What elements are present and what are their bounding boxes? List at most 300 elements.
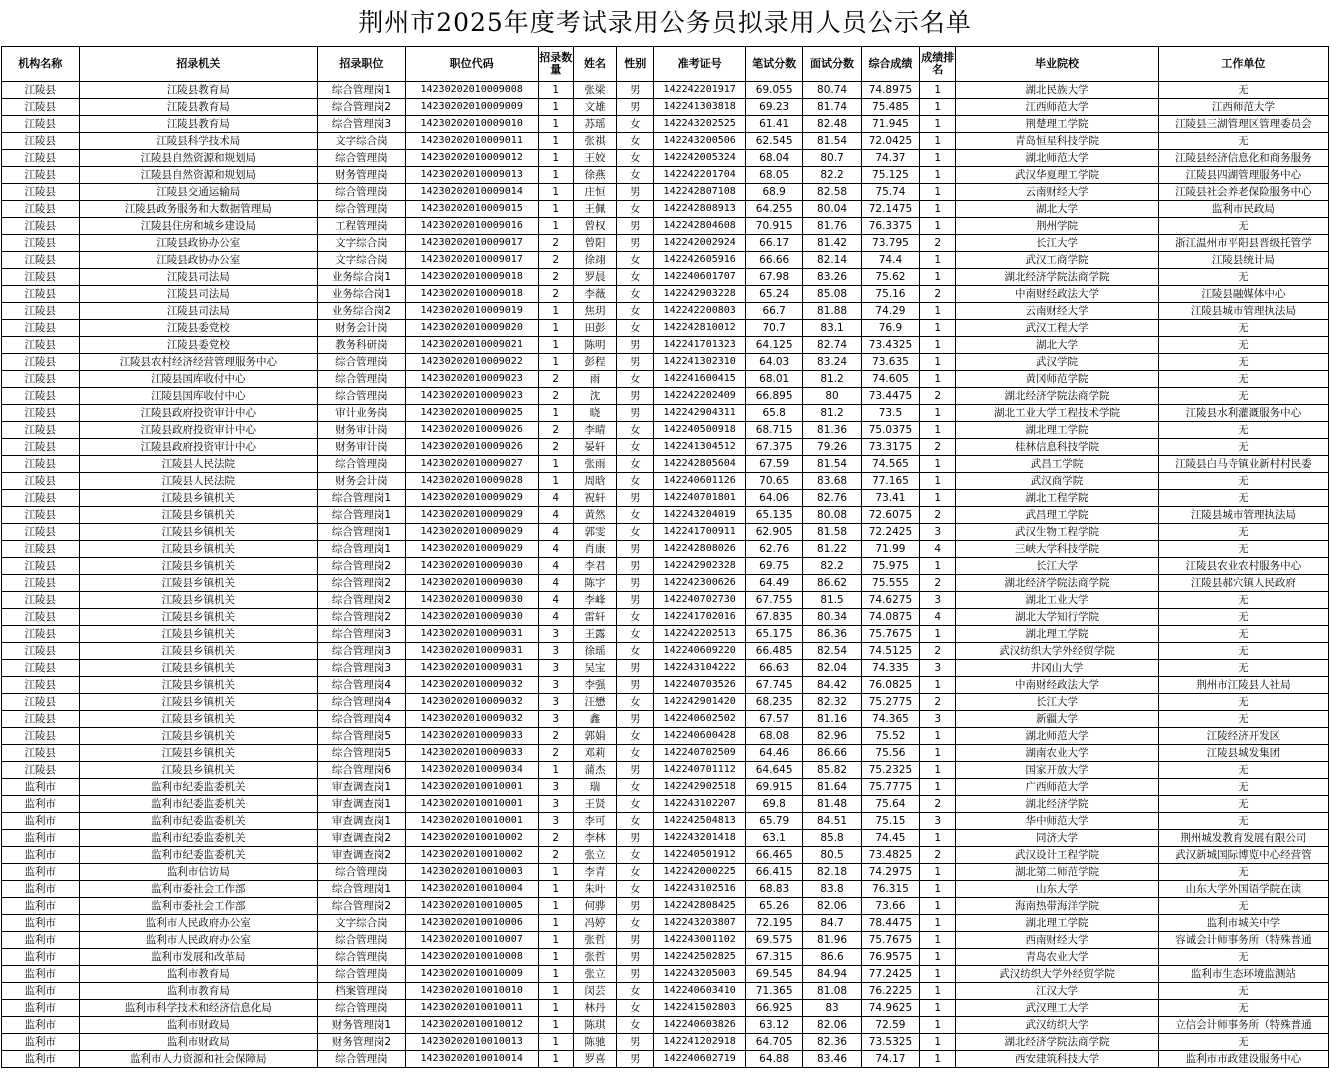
table-cell: 女 xyxy=(617,269,654,286)
table-cell: 14230202010009008 xyxy=(405,82,538,99)
table-cell: 1 xyxy=(538,354,573,371)
table-cell: 142242804608 xyxy=(654,218,746,235)
table-cell: 83.24 xyxy=(803,354,861,371)
table-cell: 1 xyxy=(920,728,956,745)
table-cell: 1 xyxy=(538,456,573,473)
table-cell: 2 xyxy=(538,439,573,456)
table-cell: 江陵县人民法院 xyxy=(79,456,318,473)
table-cell: 江陵县 xyxy=(2,269,80,286)
table-cell: 142243203807 xyxy=(654,915,746,932)
table-cell: 女 xyxy=(617,847,654,864)
table-cell: 142241701323 xyxy=(654,337,746,354)
header-cell: 招录机关 xyxy=(79,47,318,82)
table-cell: 综合管理岗5 xyxy=(318,728,406,745)
table-cell: 86.66 xyxy=(803,745,861,762)
table-cell: 1 xyxy=(920,558,956,575)
table-cell: 84.7 xyxy=(803,915,861,932)
table-cell: 女 xyxy=(617,456,654,473)
table-cell: 1 xyxy=(920,405,956,422)
table-cell: 监利市纪委监委机关 xyxy=(79,779,318,796)
table-cell: 江西师范大学 xyxy=(1158,99,1328,116)
table-cell: 文字综合岗 xyxy=(318,235,406,252)
table-cell: 苏瑶 xyxy=(573,116,616,133)
table-cell: 62.905 xyxy=(745,524,802,541)
table-cell: 王贤 xyxy=(573,796,616,813)
table-cell: 14230202010009017 xyxy=(405,252,538,269)
table-cell: 68.9 xyxy=(745,184,802,201)
table-cell: 14230202010010001 xyxy=(405,813,538,830)
table-cell: 江陵县 xyxy=(2,439,80,456)
table-cell: 142243001102 xyxy=(654,932,746,949)
table-cell: 1 xyxy=(920,184,956,201)
table-row xyxy=(2,915,1329,932)
table-cell: 综合管理岗 xyxy=(318,456,406,473)
table-cell: 75.64 xyxy=(861,796,919,813)
table-cell: 综合管理岗3 xyxy=(318,626,406,643)
table-cell: 王露 xyxy=(573,626,616,643)
table-cell: 66.17 xyxy=(745,235,802,252)
table-cell: 综合管理岗2 xyxy=(318,898,406,915)
table-cell: 男 xyxy=(617,558,654,575)
table-cell: 湖北民族大学 xyxy=(956,82,1158,99)
table-cell: 江陵县政务服务和大数据管理局 xyxy=(79,201,318,218)
table-cell: 67.835 xyxy=(745,609,802,626)
table-cell: 江陵县 xyxy=(2,150,80,167)
table-cell: 女 xyxy=(617,881,654,898)
table-cell: 江陵县乡镇机关 xyxy=(79,541,318,558)
table-cell: 江陵县政府投资审计中心 xyxy=(79,439,318,456)
table-row xyxy=(2,320,1329,337)
table-cell: 76.0825 xyxy=(861,677,919,694)
table-cell: 1 xyxy=(538,966,573,983)
table-row xyxy=(2,439,1329,456)
table-cell: 80.7 xyxy=(803,150,861,167)
table-cell: 81.54 xyxy=(803,133,861,150)
table-cell: 14230202010009018 xyxy=(405,269,538,286)
table-cell: 1 xyxy=(920,218,956,235)
table-cell: 65.8 xyxy=(745,405,802,422)
table-cell: 江陵县乡镇机关 xyxy=(79,626,318,643)
table-cell: 68.01 xyxy=(745,371,802,388)
table-cell: 江陵县 xyxy=(2,218,80,235)
table-cell: 综合管理岗2 xyxy=(318,609,406,626)
table-cell: 王姣 xyxy=(573,150,616,167)
table-cell: 江陵县 xyxy=(2,762,80,779)
table-cell: 湖北大学 xyxy=(956,201,1158,218)
table-cell: 74.565 xyxy=(861,456,919,473)
table-row xyxy=(2,371,1329,388)
table-cell: 78.4475 xyxy=(861,915,919,932)
table-cell: 75.0375 xyxy=(861,422,919,439)
table-cell: 江陵县乡镇机关 xyxy=(79,575,318,592)
table-cell: 中南财经政法大学 xyxy=(956,677,1158,694)
table-cell: 84.94 xyxy=(803,966,861,983)
table-cell: 68.235 xyxy=(745,694,802,711)
table-cell: 湖北经济学院法商学院 xyxy=(956,388,1158,405)
table-cell: 监利市财政局 xyxy=(79,1034,318,1051)
table-cell: 监利市教育局 xyxy=(79,966,318,983)
table-cell: 无 xyxy=(1158,439,1328,456)
table-cell: 1 xyxy=(538,133,573,150)
table-cell: 冯婷 xyxy=(573,915,616,932)
table-cell: 3 xyxy=(538,694,573,711)
table-cell: 65.175 xyxy=(745,626,802,643)
table-cell: 男 xyxy=(617,932,654,949)
table-cell: 142241202918 xyxy=(654,1034,746,1051)
table-cell: 82.04 xyxy=(803,660,861,677)
table-cell: 江陵县社会养老保险服务中心 xyxy=(1158,184,1328,201)
table-cell: 综合管理岗1 xyxy=(318,541,406,558)
table-cell: 综合管理岗 xyxy=(318,371,406,388)
table-cell: 2 xyxy=(920,643,956,660)
table-cell: 80.34 xyxy=(803,609,861,626)
table-cell: 64.125 xyxy=(745,337,802,354)
table-cell: 江陵县司法局 xyxy=(79,269,318,286)
table-row xyxy=(2,354,1329,371)
table-cell: 2 xyxy=(538,422,573,439)
table-cell: 江陵县教育局 xyxy=(79,99,318,116)
table-cell: 女 xyxy=(617,643,654,660)
table-row xyxy=(2,99,1329,116)
table-row xyxy=(2,881,1329,898)
table-cell: 女 xyxy=(617,473,654,490)
table-cell: 142240701801 xyxy=(654,490,746,507)
table-cell: 142243205003 xyxy=(654,966,746,983)
table-cell: 无 xyxy=(1158,269,1328,286)
table-cell: 75.74 xyxy=(861,184,919,201)
table-row xyxy=(2,813,1329,830)
table-cell: 142240600428 xyxy=(654,728,746,745)
table-cell: 江陵县 xyxy=(2,711,80,728)
table-cell: 64.46 xyxy=(745,745,802,762)
table-cell: 65.24 xyxy=(745,286,802,303)
table-cell: 监利市市政建设服务中心 xyxy=(1158,1051,1328,1068)
table-cell: 1 xyxy=(538,82,573,99)
table-cell: 综合管理岗2 xyxy=(318,558,406,575)
table-cell: 83 xyxy=(803,1000,861,1017)
table-cell: 1 xyxy=(920,133,956,150)
table-row xyxy=(2,269,1329,286)
table-cell: 监利市 xyxy=(2,949,80,966)
table-cell: 江陵县 xyxy=(2,354,80,371)
table-cell: 14230202010010005 xyxy=(405,898,538,915)
table-cell: 85.82 xyxy=(803,762,861,779)
table-cell: 142242002924 xyxy=(654,235,746,252)
table-cell: 74.2975 xyxy=(861,864,919,881)
table-cell: 81.08 xyxy=(803,983,861,1000)
table-cell: 江陵县乡镇机关 xyxy=(79,711,318,728)
table-cell: 张祺 xyxy=(573,133,616,150)
table-cell: 1 xyxy=(538,116,573,133)
table-cell: 中南财经政法大学 xyxy=(956,286,1158,303)
table-row xyxy=(2,218,1329,235)
table-cell: 女 xyxy=(617,252,654,269)
table-cell: 3 xyxy=(920,711,956,728)
table-cell: 监利市 xyxy=(2,983,80,1000)
table-cell: 4 xyxy=(538,524,573,541)
table-cell: 女 xyxy=(617,1017,654,1034)
table-cell: 武汉新城国际博览中心经营管 xyxy=(1158,847,1328,864)
table-cell: 江陵县郝穴镇人民政府 xyxy=(1158,575,1328,592)
table-cell: 综合管理岗4 xyxy=(318,694,406,711)
table-cell: 女 xyxy=(617,694,654,711)
table-cell: 雨 xyxy=(573,371,616,388)
table-cell: 68.715 xyxy=(745,422,802,439)
table-cell: 1 xyxy=(920,269,956,286)
table-cell: 14230202010009016 xyxy=(405,218,538,235)
table-row xyxy=(2,830,1329,847)
table-cell: 14230202010010001 xyxy=(405,796,538,813)
table-cell: 综合管理岗1 xyxy=(318,490,406,507)
table-cell: 晓 xyxy=(573,405,616,422)
table-cell: 江陵县 xyxy=(2,507,80,524)
table-cell: 67.57 xyxy=(745,711,802,728)
table-cell: 70.7 xyxy=(745,320,802,337)
table-cell: 73.635 xyxy=(861,354,919,371)
table-cell: 3 xyxy=(920,524,956,541)
table-cell: 77.165 xyxy=(861,473,919,490)
table-cell: 无 xyxy=(1158,762,1328,779)
table-cell: 1 xyxy=(920,1034,956,1051)
table-cell: 75.975 xyxy=(861,558,919,575)
table-cell: 武汉华夏理工学院 xyxy=(956,167,1158,184)
table-cell: 女 xyxy=(617,320,654,337)
table-row xyxy=(2,626,1329,643)
table-cell: 142242200803 xyxy=(654,303,746,320)
table-cell: 无 xyxy=(1158,609,1328,626)
table-cell: 江陵县教育局 xyxy=(79,116,318,133)
table-cell: 湖北大学知行学院 xyxy=(956,609,1158,626)
table-cell: 山东大学外国语学院在读 xyxy=(1158,881,1328,898)
table-cell: 1 xyxy=(920,762,956,779)
table-cell: 85.8 xyxy=(803,830,861,847)
table-cell: 综合管理岗6 xyxy=(318,762,406,779)
table-cell: 汪懋 xyxy=(573,694,616,711)
table-row xyxy=(2,405,1329,422)
table-cell: 江陵县 xyxy=(2,167,80,184)
table-cell: 14230202010009023 xyxy=(405,371,538,388)
header-cell: 准考证号 xyxy=(654,47,746,82)
table-cell: 82.76 xyxy=(803,490,861,507)
table-cell: 男 xyxy=(617,949,654,966)
table-cell: 江陵县自然资源和规划局 xyxy=(79,167,318,184)
header-cell: 职位代码 xyxy=(405,47,538,82)
table-cell: 武昌理工学院 xyxy=(956,507,1158,524)
table-cell: 财务管理岗1 xyxy=(318,1017,406,1034)
table-cell: 69.545 xyxy=(745,966,802,983)
table-cell: 66.63 xyxy=(745,660,802,677)
table-cell: 综合管理岗2 xyxy=(318,99,406,116)
table-row xyxy=(2,82,1329,99)
table-cell: 142242805604 xyxy=(654,456,746,473)
table-cell: 142241304512 xyxy=(654,439,746,456)
table-cell: 2 xyxy=(920,388,956,405)
table-cell: 女 xyxy=(617,524,654,541)
table-row xyxy=(2,507,1329,524)
table-cell: 72.6075 xyxy=(861,507,919,524)
table-cell: 14230202010010013 xyxy=(405,1034,538,1051)
table-cell: 综合管理岗 xyxy=(318,354,406,371)
table-cell: 云南财经大学 xyxy=(956,184,1158,201)
table-cell: 男 xyxy=(617,966,654,983)
table-cell: 14230202010009027 xyxy=(405,456,538,473)
table-cell: 75.125 xyxy=(861,167,919,184)
table-cell: 81.5 xyxy=(803,592,861,609)
table-cell: 江陵县水利灌溉服务中心 xyxy=(1158,405,1328,422)
table-cell: 66.7 xyxy=(745,303,802,320)
table-cell: 4 xyxy=(538,541,573,558)
table-cell: 81.48 xyxy=(803,796,861,813)
table-cell: 81.22 xyxy=(803,541,861,558)
table-cell: 江陵县乡镇机关 xyxy=(79,745,318,762)
table-row xyxy=(2,201,1329,218)
table-cell: 80.74 xyxy=(803,82,861,99)
table-cell: 2 xyxy=(538,371,573,388)
table-cell: 江陵县政协办公室 xyxy=(79,235,318,252)
table-cell: 李林 xyxy=(573,830,616,847)
table-cell: 综合管理岗 xyxy=(318,201,406,218)
table-cell: 江陵县 xyxy=(2,609,80,626)
table-cell: 财务审计岗 xyxy=(318,439,406,456)
table-cell: 江陵县科学技术局 xyxy=(79,133,318,150)
table-cell: 1 xyxy=(920,1000,956,1017)
table-cell: 86.6 xyxy=(803,949,861,966)
table-cell: 14230202010009026 xyxy=(405,439,538,456)
table-cell: 男 xyxy=(617,354,654,371)
table-cell: 81.58 xyxy=(803,524,861,541)
table-cell: 1 xyxy=(920,473,956,490)
table-cell: 1 xyxy=(920,201,956,218)
table-cell: 无 xyxy=(1158,694,1328,711)
table-cell: 142242904311 xyxy=(654,405,746,422)
table-cell: 综合管理岗3 xyxy=(318,660,406,677)
table-cell: 2 xyxy=(920,694,956,711)
table-cell: 江陵县 xyxy=(2,99,80,116)
table-cell: 1 xyxy=(538,99,573,116)
table-cell: 1 xyxy=(538,201,573,218)
table-row xyxy=(2,388,1329,405)
table-cell: 142242808913 xyxy=(654,201,746,218)
table-cell: 罗喜 xyxy=(573,1051,616,1068)
table-cell: 闵芸 xyxy=(573,983,616,1000)
table-cell: 67.755 xyxy=(745,592,802,609)
table-cell: 长江大学 xyxy=(956,694,1158,711)
table-cell: 财务管理岗 xyxy=(318,167,406,184)
table-row xyxy=(2,864,1329,881)
header-cell: 毕业院校 xyxy=(956,47,1158,82)
table-cell: 综合管理岗 xyxy=(318,1000,406,1017)
table-cell: 73.795 xyxy=(861,235,919,252)
table-cell: 1 xyxy=(920,932,956,949)
table-cell: 14230202010010002 xyxy=(405,830,538,847)
table-cell: 海南热带海洋学院 xyxy=(956,898,1158,915)
table-cell: 82.2 xyxy=(803,167,861,184)
table-cell: 综合管理岗4 xyxy=(318,677,406,694)
table-cell: 李强 xyxy=(573,677,616,694)
table-cell: 无 xyxy=(1158,388,1328,405)
table-cell: 监利市 xyxy=(2,898,80,915)
table-cell: 江陵县 xyxy=(2,745,80,762)
table-cell: 无 xyxy=(1158,1000,1328,1017)
table-cell: 69.23 xyxy=(745,99,802,116)
table-cell: 80.04 xyxy=(803,201,861,218)
table-cell: 2 xyxy=(920,575,956,592)
table-cell: 142243204019 xyxy=(654,507,746,524)
table-cell: 81.42 xyxy=(803,235,861,252)
table-cell: 1 xyxy=(538,303,573,320)
header-cell: 机构名称 xyxy=(2,47,80,82)
table-cell: 14230202010009028 xyxy=(405,473,538,490)
table-cell: 142242202409 xyxy=(654,388,746,405)
table-cell: 14230202010009032 xyxy=(405,677,538,694)
table-row xyxy=(2,779,1329,796)
table-cell: 女 xyxy=(617,796,654,813)
table-cell: 1 xyxy=(538,218,573,235)
table-cell: 2 xyxy=(920,796,956,813)
table-cell: 立信会计师事务所（特殊普通 xyxy=(1158,1017,1328,1034)
table-cell: 69.8 xyxy=(745,796,802,813)
table-cell: 男 xyxy=(617,898,654,915)
table-cell: 监利市教育局 xyxy=(79,983,318,1000)
table-cell: 1 xyxy=(538,320,573,337)
table-cell: 江陵县 xyxy=(2,456,80,473)
table-cell: 祝轩 xyxy=(573,490,616,507)
table-cell: 82.18 xyxy=(803,864,861,881)
table-cell: 80 xyxy=(803,388,861,405)
table-cell: 女 xyxy=(617,745,654,762)
table-cell: 晏轩 xyxy=(573,439,616,456)
table-cell: 14230202010009022 xyxy=(405,354,538,371)
table-cell: 江陵县 xyxy=(2,524,80,541)
table-cell: 61.41 xyxy=(745,116,802,133)
table-row xyxy=(2,252,1329,269)
table-cell: 142241702016 xyxy=(654,609,746,626)
table-cell: 2 xyxy=(538,745,573,762)
table-cell: 75.16 xyxy=(861,286,919,303)
table-cell: 2 xyxy=(920,439,956,456)
table-row xyxy=(2,167,1329,184)
table-cell: 焦玥 xyxy=(573,303,616,320)
table-cell: 4 xyxy=(920,541,956,558)
table-cell: 监利市 xyxy=(2,813,80,830)
table-cell: 广西师范大学 xyxy=(956,779,1158,796)
table-cell: 82.58 xyxy=(803,184,861,201)
table-cell: 1 xyxy=(538,864,573,881)
table-cell: 3 xyxy=(538,643,573,660)
table-cell: 67.98 xyxy=(745,269,802,286)
table-cell: 1 xyxy=(920,456,956,473)
table-cell: 江陵县 xyxy=(2,371,80,388)
table-cell: 武汉纺织大学外经贸学院 xyxy=(956,643,1158,660)
table-cell: 黄然 xyxy=(573,507,616,524)
table-cell: 74.335 xyxy=(861,660,919,677)
table-cell: 女 xyxy=(617,983,654,1000)
table-cell: 无 xyxy=(1158,711,1328,728)
table-cell: 68.04 xyxy=(745,150,802,167)
table-row xyxy=(2,303,1329,320)
table-cell: 女 xyxy=(617,915,654,932)
table-cell: 男 xyxy=(617,660,654,677)
table-cell: 75.485 xyxy=(861,99,919,116)
table-cell: 82.36 xyxy=(803,1034,861,1051)
table-cell: 1 xyxy=(920,864,956,881)
table-cell: 湖北经济学院法商学院 xyxy=(956,269,1158,286)
table-cell: 4 xyxy=(538,609,573,626)
table-cell: 吴宝 xyxy=(573,660,616,677)
table-cell: 湖北经济学院法商学院 xyxy=(956,575,1158,592)
header-cell: 招录数量 xyxy=(538,47,573,82)
table-cell: 74.5125 xyxy=(861,643,919,660)
